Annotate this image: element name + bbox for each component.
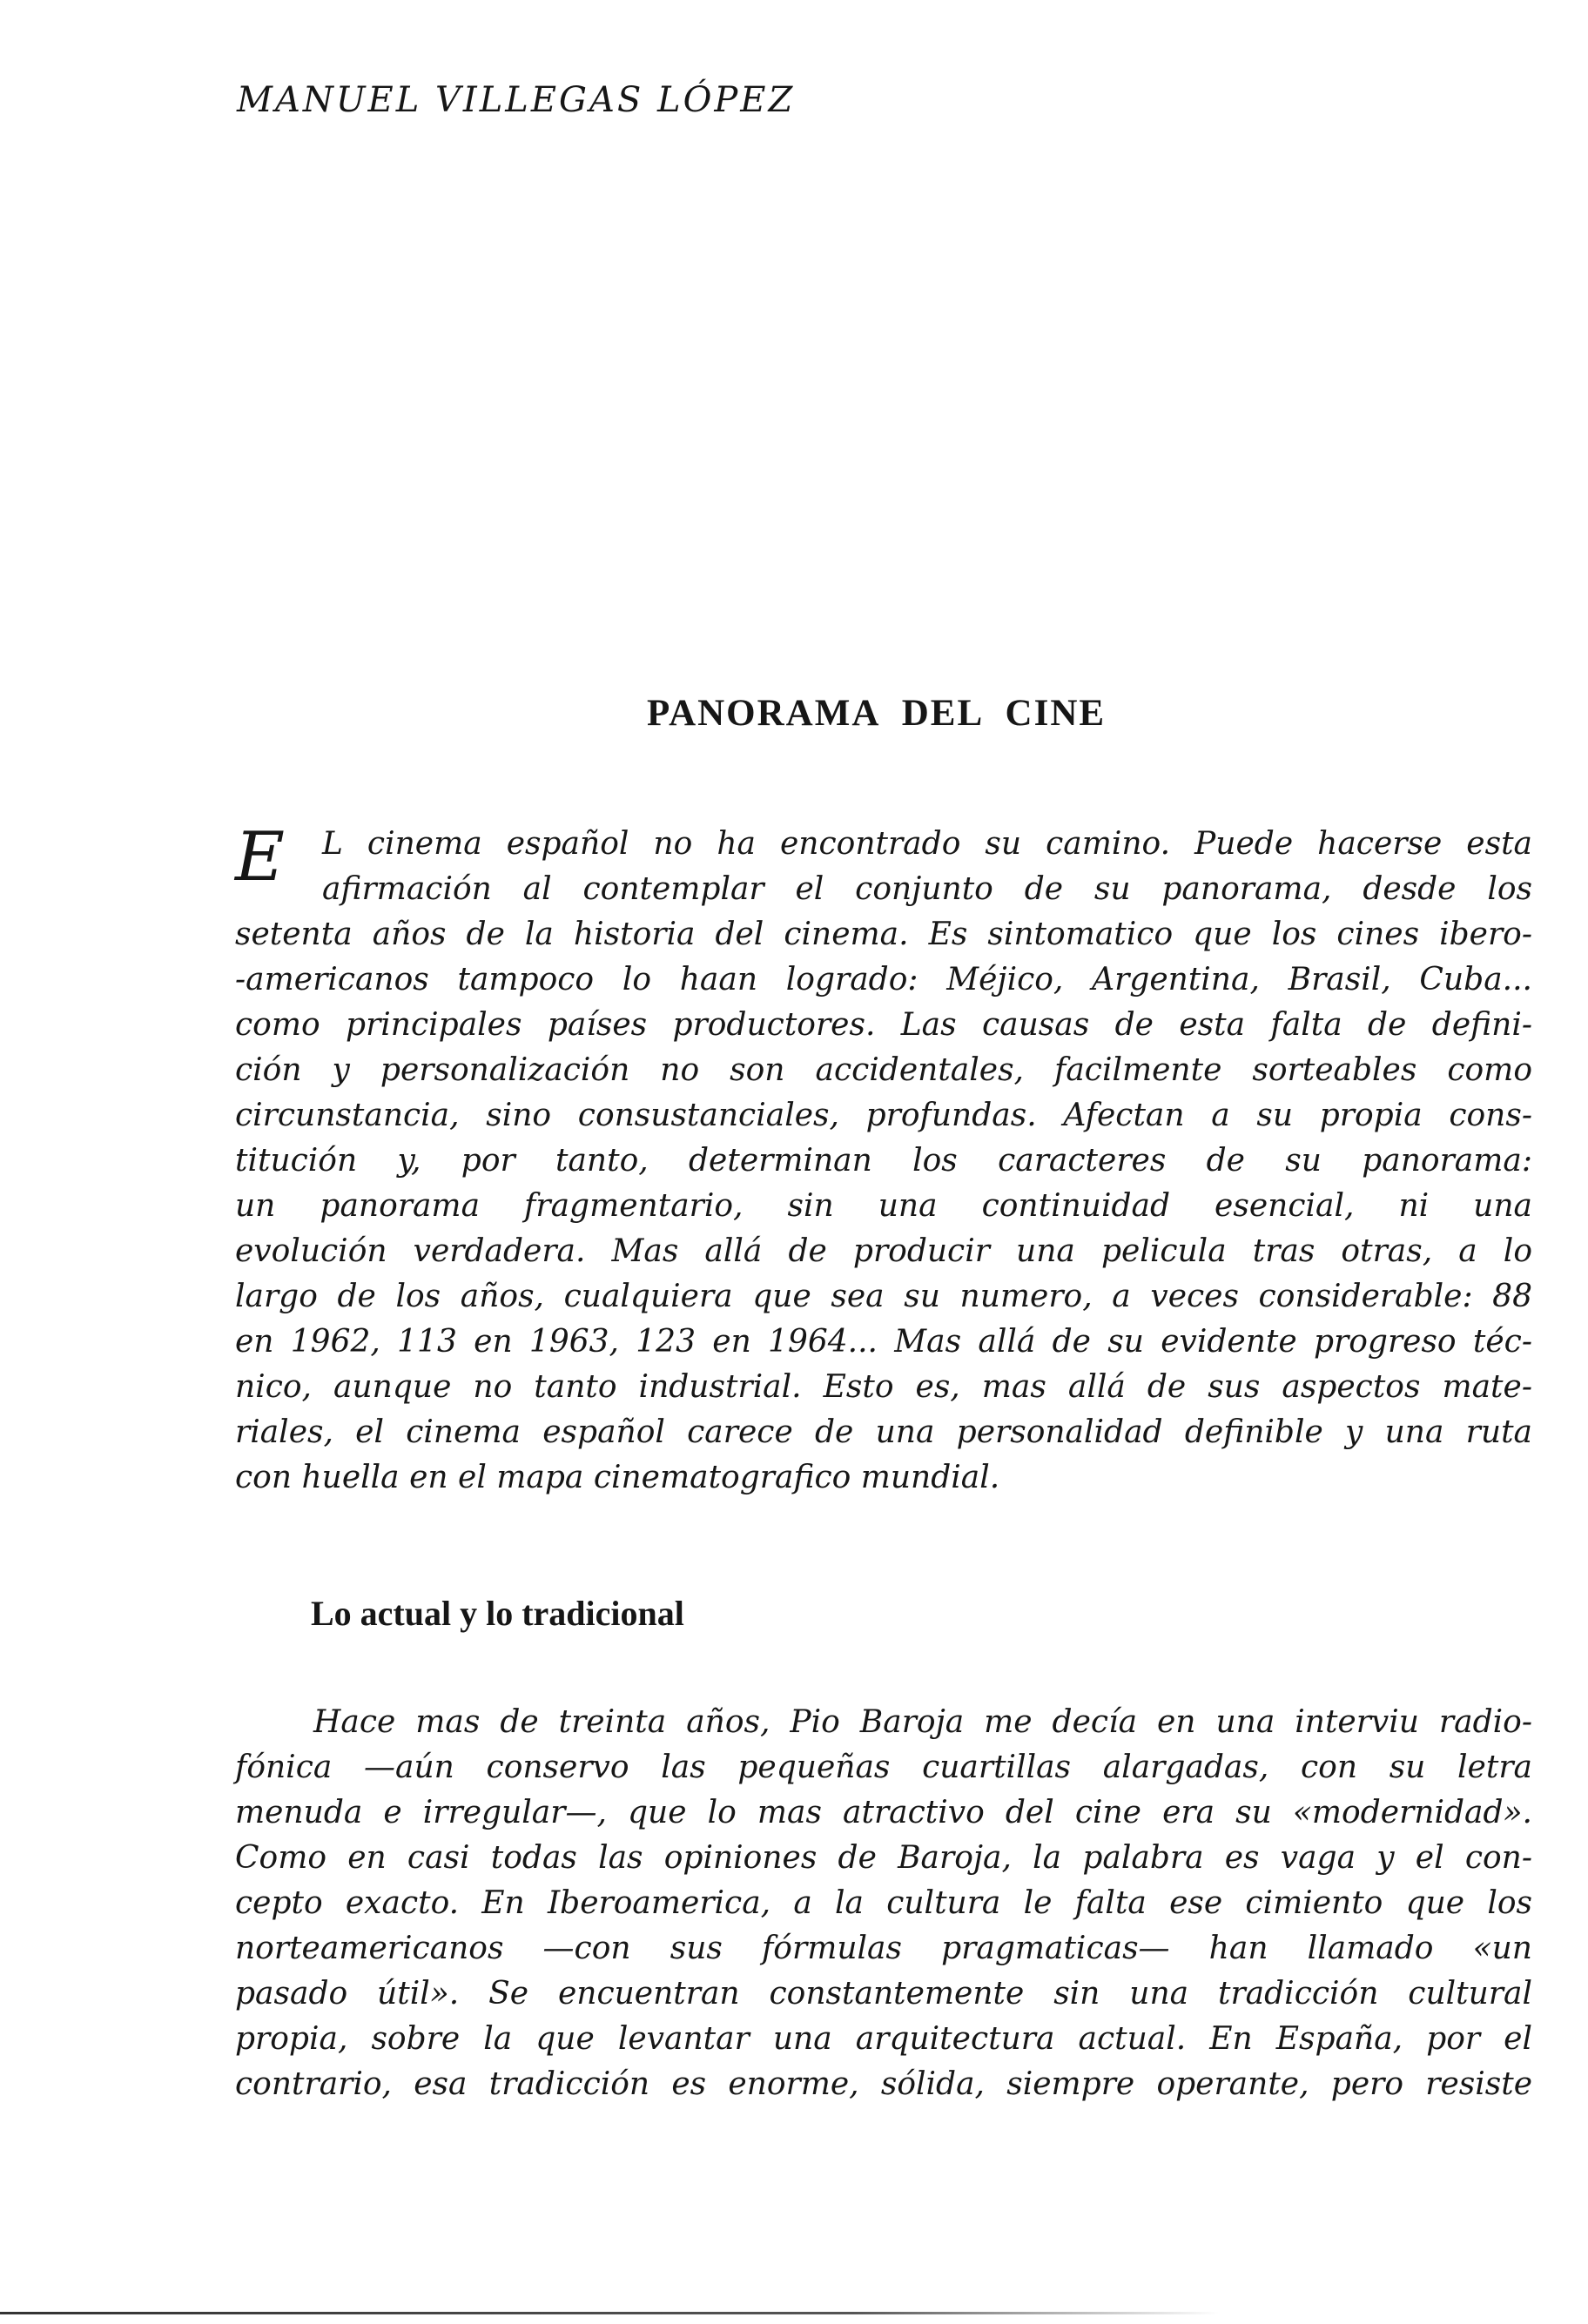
running-header-author: MANUEL VILLEGAS LÓPEZ xyxy=(237,80,796,120)
text-line: riales, el cinema español carece de una personalidad definible y una ruta xyxy=(235,1414,1532,1450)
text-line: norteamericanos —con sus fórmulas pragmaticas— han llamado «un xyxy=(235,1931,1532,1966)
text-line: pasado útil». Se encuentran constantemente sin una tradicción cultural xyxy=(235,1976,1532,2012)
text-line: contrario, esa tradicción es enorme, sólida, siempre operante, pero resiste xyxy=(235,2066,1532,2102)
intro-paragraph xyxy=(235,818,1532,1501)
text-line: setenta años de la historia del cinema. Es sintomatico que los cines ibero- xyxy=(235,917,1532,952)
section-paragraph xyxy=(235,1700,1532,2107)
text-line: largo de los años, cualquiera que sea su numero, a veces considerable: 88 xyxy=(235,1279,1532,1314)
text-line: con huella en el mapa cinematografico mundial. xyxy=(235,1460,1000,1495)
text-line: en 1962, 113 en 1963, 123 en 1964... Mas allá de su evidente progreso téc- xyxy=(235,1324,1532,1360)
section-heading: Lo actual y lo tradicional xyxy=(311,1594,684,1633)
text-line: como principales países productores. Las causas de esta falta de defini- xyxy=(235,1007,1532,1043)
text-line: afirmación al contemplar el conjunto de su panorama, desde los xyxy=(322,871,1532,907)
text-line: un panorama fragmentario, sin una continuidad esencial, ni una xyxy=(235,1188,1532,1224)
text-line: Hace mas de treinta años, Pio Baroja me decía en una interviu radio- xyxy=(313,1704,1532,1740)
text-line: -americanos tampoco lo haan logrado: Méjico, Argentina, Brasil, Cuba... xyxy=(235,962,1532,997)
article-title: PANORAMA DEL CINE xyxy=(647,693,1107,734)
text-line: titución y, por tanto, determinan los caracteres de su panorama: xyxy=(235,1143,1532,1179)
drop-cap: E xyxy=(235,818,285,897)
text-line: Como en casi todas las opiniones de Baroja, la palabra es vaga y el con- xyxy=(235,1840,1532,1876)
scan-edge-line xyxy=(0,2312,1219,2314)
text-line: propia, sobre la que levantar una arquitectura actual. En España, por el xyxy=(235,2021,1532,2057)
text-line: menuda e irregular—, que lo mas atractivo del cine era su «modernidad». xyxy=(235,1795,1532,1830)
text-line: evolución verdadera. Mas allá de producir una pelicula tras otras, a lo xyxy=(235,1233,1532,1269)
text-line: fónica —aún conservo las pequeñas cuartillas alargadas, con su letra xyxy=(235,1750,1532,1785)
text-line: ción y personalización no son accidentales, facilmente sorteables como xyxy=(235,1052,1532,1088)
text-line: L cinema español no ha encontrado su camino. Puede hacerse esta xyxy=(322,826,1532,862)
text-line: nico, aunque no tanto industrial. Esto es, mas allá de sus aspectos mate- xyxy=(235,1369,1532,1405)
text-line: cepto exacto. En Iberoamerica, a la cultura le falta ese cimiento que los xyxy=(235,1885,1532,1921)
text-line: circunstancia, sino consustanciales, profundas. Afectan a su propia cons- xyxy=(235,1098,1532,1133)
